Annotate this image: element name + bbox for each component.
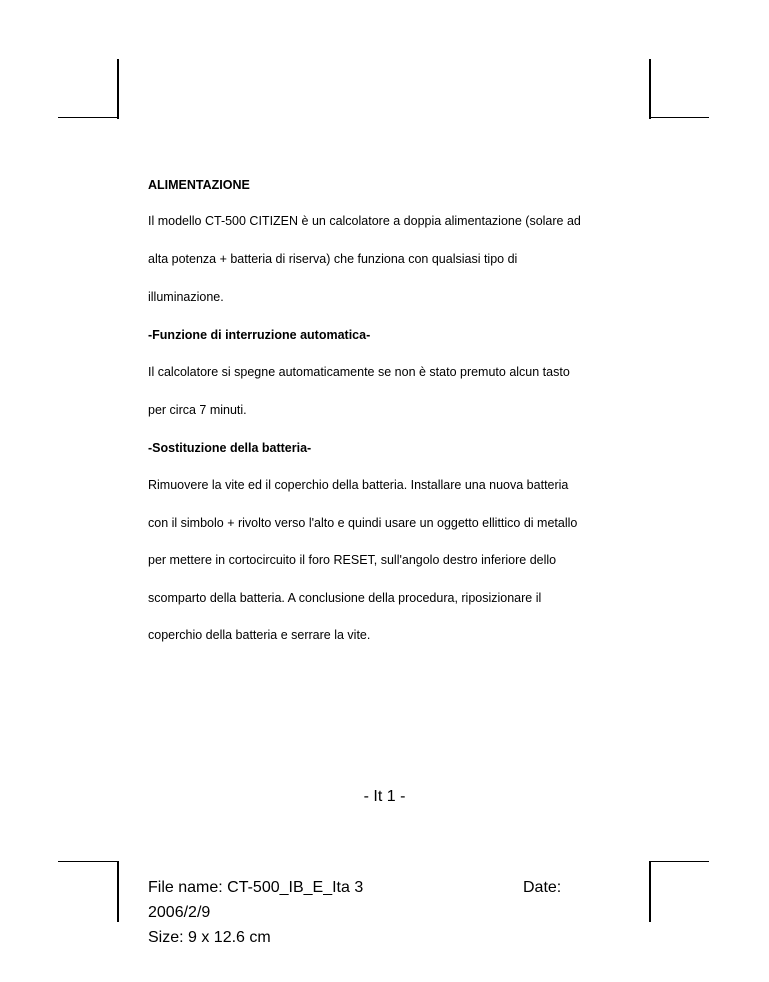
battery-line-5: coperchio della batteria e serrare la vite. [148,628,371,642]
crop-mark-bottom-right-vertical [649,861,651,922]
auto-off-line-2: per circa 7 minuti. [148,403,247,417]
footer-size: Size: 9 x 12.6 cm [148,929,271,946]
battery-line-1: Rimuovere la vite ed il coperchio della batteria. Installare una nuova batteria [148,478,569,492]
battery-line-3: per mettere in cortocircuito il foro RESET, sull'angolo destro inferiore dello [148,553,557,567]
crop-mark-bottom-left-vertical [117,861,119,922]
footer-date-label: Date: [523,879,562,896]
section-title: ALIMENTAZIONE [148,178,250,192]
intro-line-2: alta potenza + batteria di riserva) che funziona con qualsiasi tipo di [148,252,518,266]
battery-line-2: con il simbolo + rivolto verso l'alto e quindi usare un oggetto ellittico di metallo [148,516,578,530]
crop-mark-bottom-right-horizontal [649,861,709,862]
battery-line-4: scomparto della batteria. A conclusione della procedura, riposizionare il [148,591,542,605]
crop-mark-bottom-left-horizontal [58,861,118,862]
battery-heading: -Sostituzione della batteria- [148,441,312,455]
intro-line-1: Il modello CT-500 CITIZEN è un calcolatore a doppia alimentazione (solare ad [148,214,581,228]
crop-mark-top-right-vertical [649,59,651,119]
crop-mark-top-right-horizontal [649,117,709,118]
page-number: - It 1 - [363,788,406,805]
footer-file-name: File name: CT-500_IB_E_Ita 3 [148,879,364,896]
intro-line-3: illuminazione. [148,290,224,304]
crop-mark-top-left-horizontal [58,117,118,118]
crop-mark-top-left-vertical [117,59,119,119]
auto-off-heading: -Funzione di interruzione automatica- [148,328,371,342]
auto-off-line-1: Il calcolatore si spegne automaticamente se non è stato premuto alcun tasto [148,365,570,379]
footer-date-value: 2006/2/9 [148,904,211,921]
